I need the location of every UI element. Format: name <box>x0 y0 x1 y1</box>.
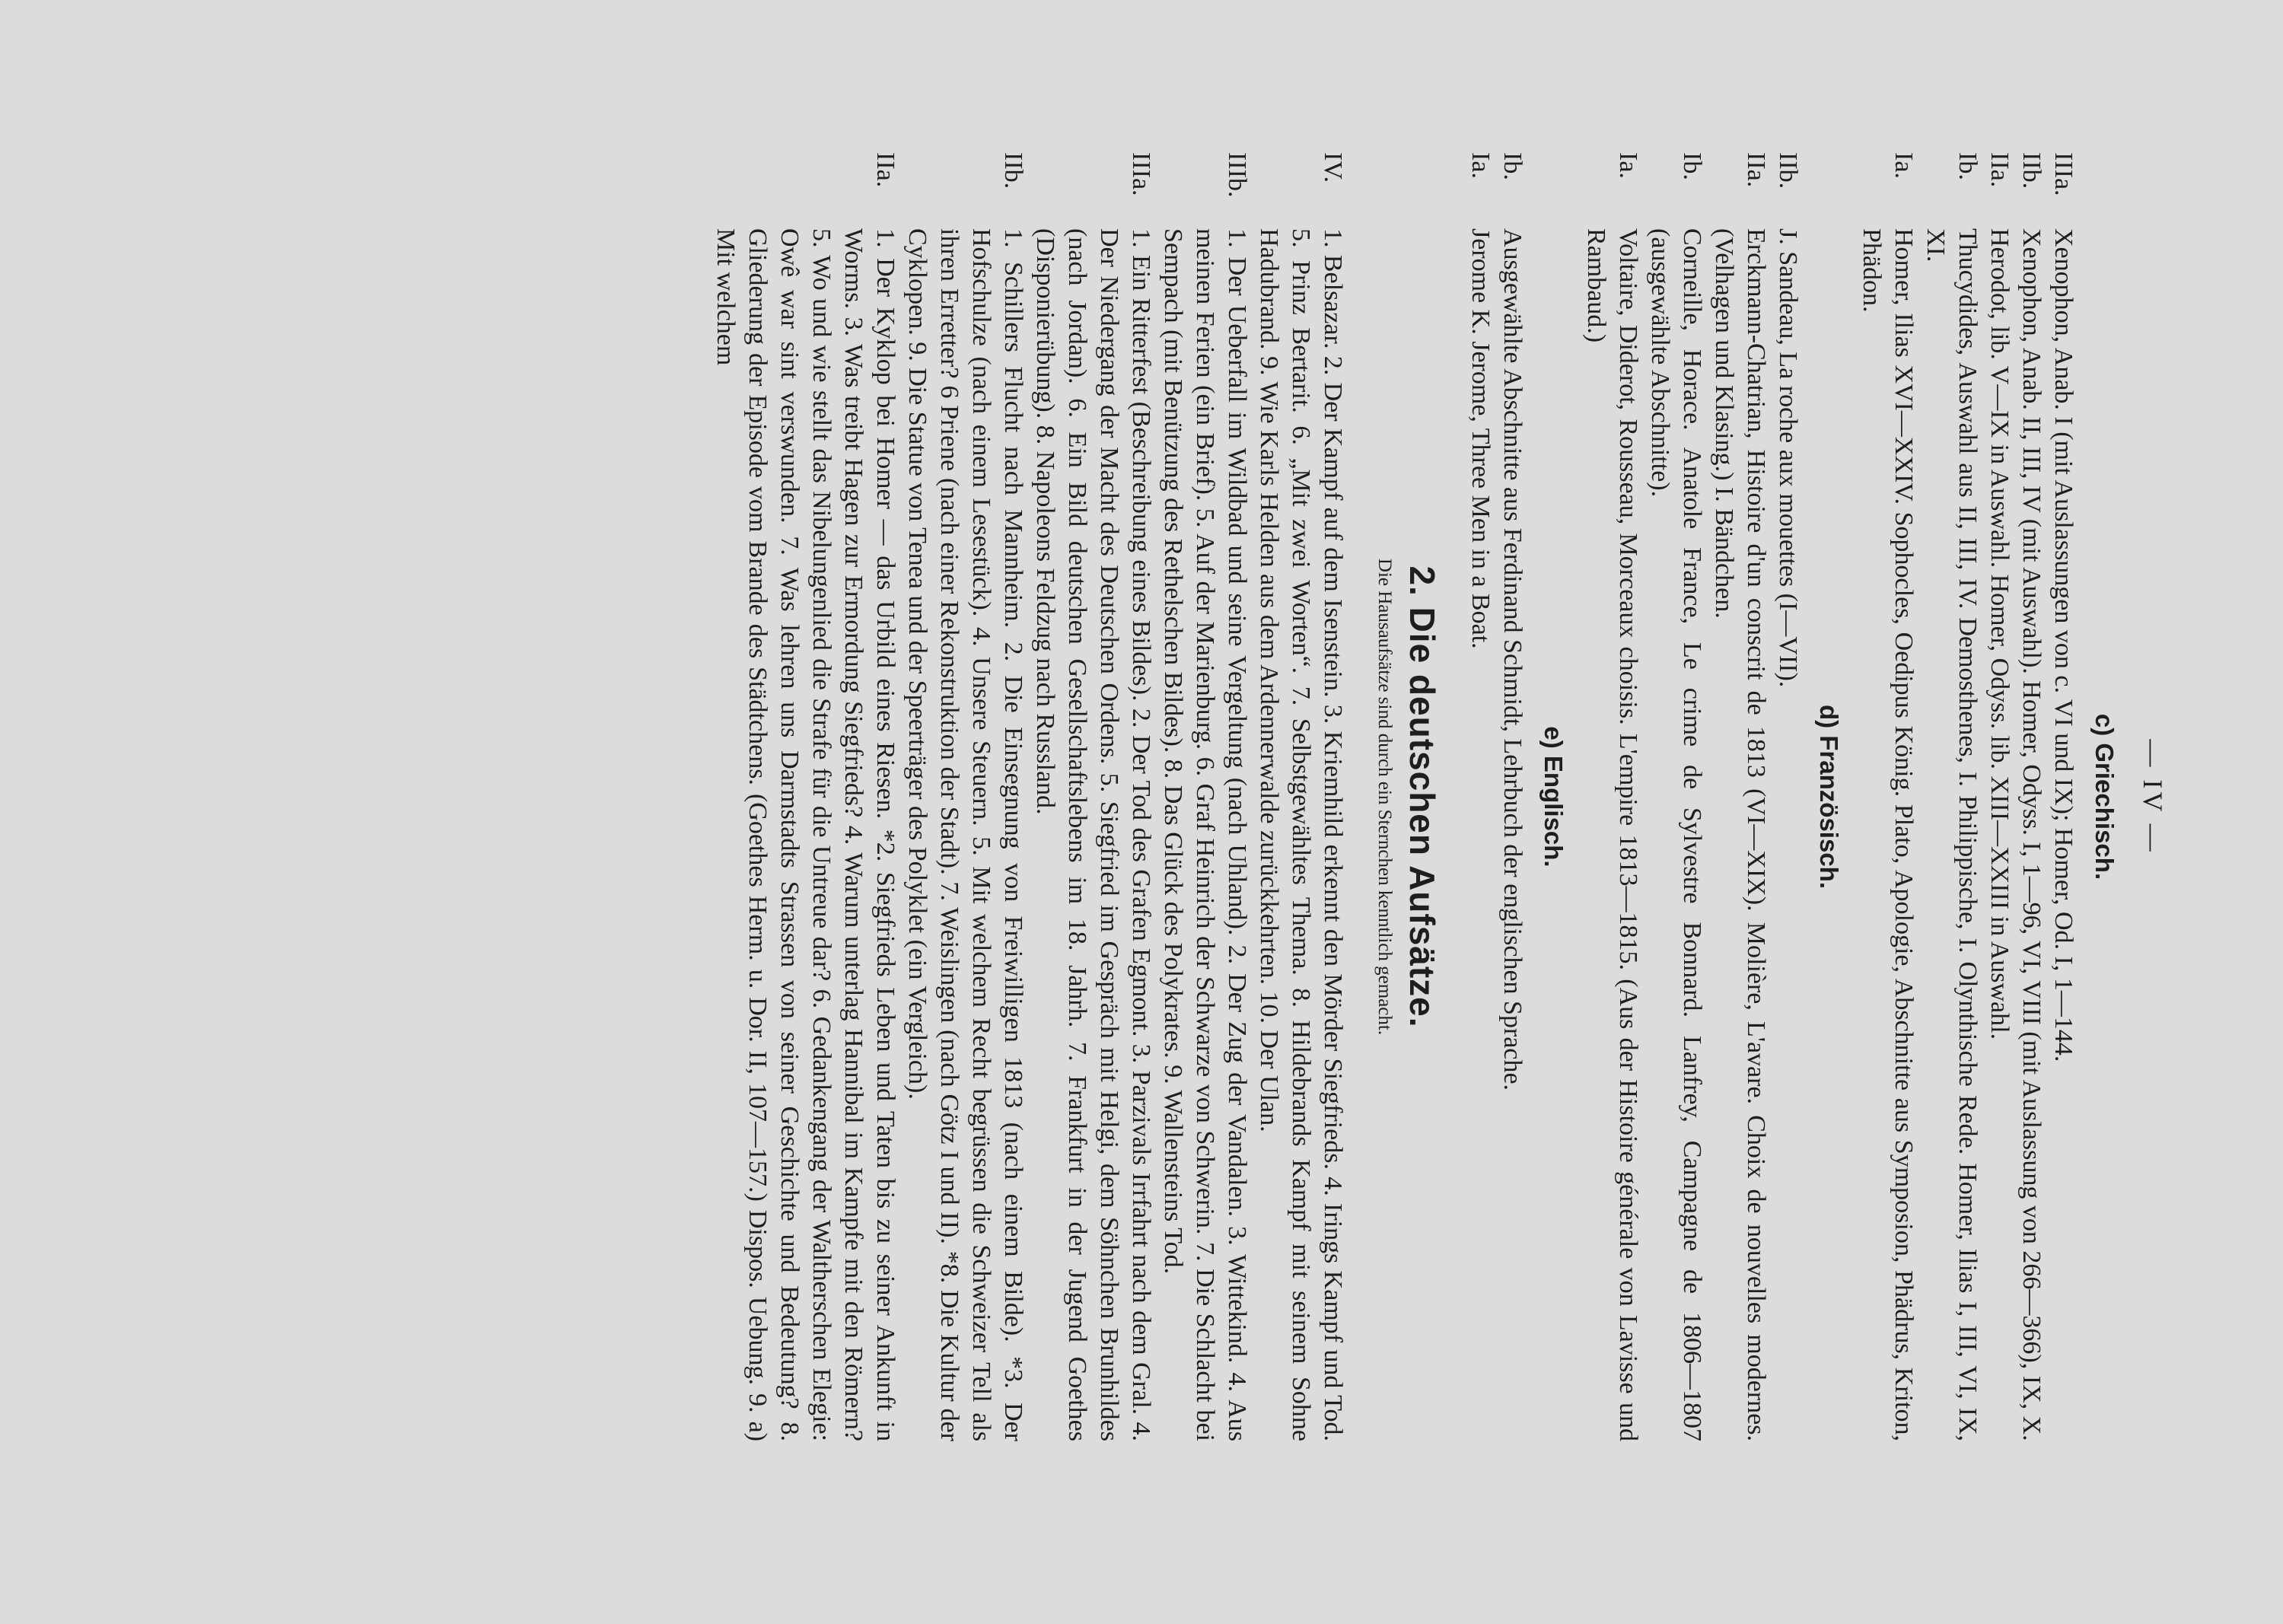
entry-text: Xenophon, Anab. II, III, IV (mit Auswahl). Homer, Odyss. I, 1—96, VI, VIII (mit Auslassung von 266—366), IX, X. <box>2017 228 2046 1441</box>
entry-german-iiib <box>1157 152 1253 1441</box>
german-entries <box>709 152 1348 1441</box>
entry-text: 1. Belsazar. 2. Der Kampf auf dem Isenstein. 3. Kriemhild erkennt den Mörder Siegfrieds. 4. Irings Kampf und Tod. 5. Prinz Bertarit. 6. „Mit zwei Worten“. 7. Selbstgewähltes Thema. 8. Hildebrands Kampf mit seinem Sohne Hadubrand. 9. Wie Karls Helden aus dem Ardennerwalde zurückkehrten. 10. Der Ulan. <box>1255 228 1347 1441</box>
entry-text: 1. Schillers Flucht nach Mannheim. 2. Die Einsegnung von Freiwilligen 1813 (nach einem Bilde). *3. Der Hofschulze (nach einem Lesestück). 4. Unsere Steuern. 5. Mit welchem Recht begrüssen die Schweizer Tell als ihren Erretter? 6 Priene (nach einer Rekonstruktion der Stadt). 7. Weislingen (nach Götz I und II). *8. Die Kultur der Cyklopen. 9. Die Statue von Tenea und der Speerträger des Polyklet (ein Vergleich). <box>903 228 1027 1441</box>
entry-text: 1. Der Ueberfall im Wildbad und seine Vergeltung (nach Uhland). 2. Der Zug der Vandalen. 3. Wittekind. 4. Aus meinen Ferien (ein Brief). 5. Auf der Marienburg. 6. Graf Heinrich der Schwarze von Schwerin. 7. Die Schlacht bei Sempach (mit Benützung des Rethelschen Bildes). 8. Das Glück des Polykrates. 9. Wallensteins Tod. <box>1159 228 1251 1441</box>
entry-german-iiia <box>1029 152 1157 1441</box>
page-number: — IV — <box>2138 739 2168 855</box>
french-entries <box>1580 152 1804 1441</box>
class-label: Ia. <box>1614 152 1642 179</box>
class-label: IIb. <box>2017 152 2046 189</box>
class-label: Ib. <box>1678 152 1706 180</box>
entry-text: J. Sandeau, La roche aux mouettes (I—VII). <box>1774 228 1802 688</box>
class-label: IIa. <box>871 152 900 188</box>
entry-greek-iia <box>1983 152 2015 1441</box>
class-label: Ia. <box>1890 152 1918 179</box>
entry-greek-iiia <box>2047 152 2079 1441</box>
entry-text: Thucydides, Auswahl aus II, III, IV. Demosthenes, I. Philippische, I. Olynthische Rede. Homer, Ilias I, III, VI, IX, XI. <box>1922 228 1982 1441</box>
entry-english-ia <box>1464 152 1496 1441</box>
class-label: Ia. <box>1466 152 1495 179</box>
entry-greek-ia <box>1855 152 1919 1441</box>
entry-english-ib <box>1496 152 1528 1441</box>
entry-german-iv <box>1253 152 1348 1441</box>
entry-german-iia <box>709 152 901 1441</box>
entry-french-ib <box>1644 152 1708 1441</box>
heading-englisch: e) Englisch. <box>1540 726 1568 868</box>
class-label: IIIb. <box>1223 152 1251 198</box>
class-label: IIa. <box>1985 152 2014 188</box>
class-label: IV. <box>1319 152 1347 183</box>
entry-french-iia <box>1708 152 1772 1441</box>
entry-text: 1. Ein Ritterfest (Beschreibung eines Bildes). 2. Der Tod des Grafen Egmont. 3. Parzivals Irrfahrt nach dem Gral. 4. Der Niedergang der Macht des Deutschen Ordens. 5. Siegfried im Gespräch mit Helgi, dem Söhnchen Brunhildes (nach Jordan). 6. Ein Bild deutschen Gesellschaftslebens im 18. Jahrh. 7. Frankfurt in der Jugend Goethes (Disponierübung). 8. Napoleons Feldzug nach Russland. <box>1031 228 1155 1441</box>
heading-franzoesisch: d) Französisch. <box>1815 704 1843 890</box>
entry-text: Erckmann-Chatrian, Histoire d'un conscrit de 1813 (VI—XIX). Molière, L'avare. Choix de nouvelles modernes. (Velhagen und Klasing.) I. Bändchen. <box>1710 228 1770 1441</box>
entry-text: Homer, Ilias XVI—XXIV. Sophocles, Oedipus König. Plato, Apologie, Abschnitte aus Symposion, Phädrus, Kriton, Phädon. <box>1858 228 1918 1441</box>
entry-text: Xenophon, Anab. I (mit Auslassungen von c. VI und IX); Homer, Od. I, 1—144. <box>2049 228 2078 1062</box>
class-label: IIIa. <box>2049 152 2078 196</box>
heading-deutsche-aufsaetze: 2. Die deutschen Aufsätze. <box>1403 565 1442 1028</box>
class-label: IIb. <box>999 152 1027 189</box>
entry-french-ia <box>1580 152 1644 1441</box>
heading-griechisch: c) Griechisch. <box>2090 713 2119 880</box>
class-label: Ib. <box>1953 152 1982 180</box>
entry-text: Corneille, Horace. Anatole France, Le crime de Sylvestre Bonnard. Lanfrey, Campagne de 1806—1807 (ausgewählte Abschnitte). <box>1646 228 1706 1441</box>
english-entries <box>1464 152 1528 1441</box>
greek-entries <box>1855 152 2079 1441</box>
note-hausaufsaetze: Die Hausaufsätze sind durch ein Sternchen kenntlich gemacht. <box>1374 558 1395 1036</box>
entry-text: Herodot, lib. V—IX in Auswahl. Homer, Odyss. lib. XIII—XXIII in Auswahl. <box>1985 228 2014 1040</box>
entry-text: Jerome K. Jerome, Three Men in a Boat. <box>1466 228 1495 649</box>
class-label: IIb. <box>1774 152 1802 189</box>
entry-text: Voltaire, Diderot, Rousseau, Morceaux choisis. L'empire 1813—1815. (Aus der Histoire générale von Lavisse und Rambaud.) <box>1582 228 1642 1441</box>
entry-german-iib <box>901 152 1029 1441</box>
class-label: IIa. <box>1742 152 1770 188</box>
entry-greek-ib <box>1919 152 1983 1441</box>
entry-text: 1. Der Kyklop bei Homer — das Urbild eines Riesen. *2. Siegfrieds Leben und Taten bis zu seiner Ankunft in Worms. 3. Was treibt Hagen zur Ermordung Siegfrieds? 4. Warum unterlag Hannibal im Kampfe mit den Römern? 5. Wo und wie stellt das Nibelungenlied die Strafe für die Untreue dar? 6. Gedankengang der Waltherschen Elegie: Owê war sint verswunden. 7. Was lehren uns Darmstadts Strassen von seiner Geschichte und Bedeutung? 8. Gliederung der Episode vom Brande des Städtchens. (Goethes Herm. u. Dor. II, 107—157.) Dispos. Uebung. 9. a) Mit welchem <box>712 228 900 1441</box>
class-label: IIIa. <box>1127 152 1155 196</box>
class-label: Ib. <box>1498 152 1527 180</box>
entry-french-iib <box>1772 152 1804 1441</box>
entry-text: Ausgewählte Abschnitte aus Ferdinand Schmidt, Lehrbuch der englischen Sprache. <box>1498 228 1527 1091</box>
entry-greek-iib <box>2015 152 2047 1441</box>
